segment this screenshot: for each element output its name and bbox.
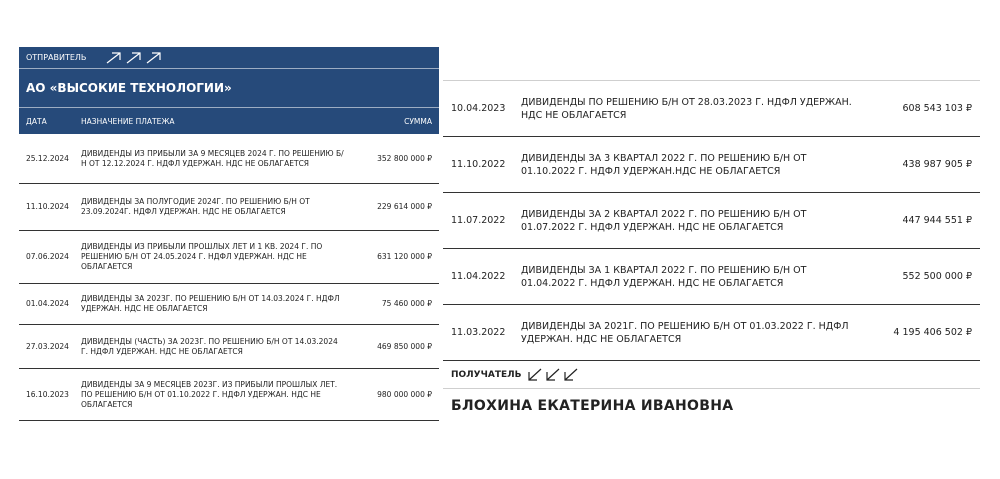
payment-purpose: ДИВИДЕНДЫ ИЗ ПРИБЫЛИ ПРОШЛЫХ ЛЕТ И 1 КВ. 2024 Г. ПО РЕШЕНИЮ Б/Н ОТ 24.05.2024 Г. НДФЛ УДЕРЖАН. НДС НЕ ОБЛАГАЕТСЯ <box>81 242 323 271</box>
payment-date: 11.07.2022 <box>451 215 506 226</box>
arrow-down-left-icon <box>563 368 578 381</box>
payment-date: 16.10.2023 <box>26 389 69 399</box>
recipient-arrows <box>527 368 578 381</box>
arrow-up-right-icon <box>126 52 142 64</box>
payment-row <box>443 137 980 193</box>
payment-purpose: ДИВИДЕНДЫ ЗА 2021Г. ПО РЕШЕНИЮ Б/Н ОТ 01.03.2022 Г. НДФЛ УДЕРЖАН. НДС НЕ ОБЛАГАЕТСЯ <box>521 320 849 345</box>
payment-date: 11.10.2022 <box>451 159 506 170</box>
payment-row <box>443 193 980 249</box>
column-amount: СУММА <box>404 116 432 126</box>
sender-label: ОТПРАВИТЕЛЬ <box>26 53 87 62</box>
payments-continued-panel <box>443 80 980 423</box>
payment-purpose: ДИВИДЕНДЫ ЗА 2 КВАРТАЛ 2022 Г. ПО РЕШЕНИЮ Б/Н ОТ 01.07.2022 Г. НДФЛ УДЕРЖАН. НДС НЕ ОБЛАГАЕТСЯ <box>521 208 807 233</box>
payment-amount: 631 120 000 ₽ <box>377 252 432 261</box>
recipient-name: БЛОХИНА ЕКАТЕРИНА ИВАНОВНА <box>451 398 734 414</box>
payment-row <box>19 134 439 184</box>
payment-row <box>19 231 439 284</box>
payment-amount: 469 850 000 ₽ <box>377 341 432 351</box>
sender-company: АО «ВЫСОКИЕ ТЕХНОЛОГИИ» <box>26 81 232 95</box>
payment-purpose: ДИВИДЕНДЫ ЗА 9 МЕСЯЦЕВ 2023Г. ИЗ ПРИБЫЛИ ПРОШЛЫХ ЛЕТ. ПО РЕШЕНИЮ Б/Н ОТ 01.10.2022 Г. НДФЛ УДЕРЖАН. НДС НЕ ОБЛАГАЕТСЯ <box>81 379 338 409</box>
arrow-up-right-icon <box>106 52 122 64</box>
payment-purpose: ДИВИДЕНДЫ ИЗ ПРИБЫЛИ ЗА 9 МЕСЯЦЕВ 2024 Г. ПО РЕШЕНИЮ Б/Н ОТ 12.12.2024 Г. НДФЛ УДЕРЖАН. НДС НЕ ОБЛАГАЕТСЯ <box>81 148 344 168</box>
payment-amount: 608 543 103 ₽ <box>902 103 972 114</box>
payment-purpose: ДИВИДЕНДЫ ЗА 3 КВАРТАЛ 2022 Г. ПО РЕШЕНИЮ Б/Н ОТ 01.10.2022 Г. НДФЛ УДЕРЖАН.НДС НЕ ОБЛАГАЕТСЯ <box>521 152 807 177</box>
payment-amount: 4 195 406 502 ₽ <box>893 327 972 338</box>
sender-label-row <box>19 47 439 68</box>
payment-row <box>443 81 980 137</box>
payment-row <box>19 284 439 325</box>
payment-row <box>19 184 439 231</box>
payment-amount: 552 500 000 ₽ <box>902 271 972 282</box>
sender-arrows <box>106 52 162 64</box>
column-date: ДАТА <box>26 116 47 126</box>
payment-amount: 352 800 000 ₽ <box>377 153 432 163</box>
payment-date: 07.06.2024 <box>26 252 69 261</box>
sender-panel <box>19 47 439 421</box>
payment-purpose: ДИВИДЕНДЫ (ЧАСТЬ) ЗА 2023Г. ПО РЕШЕНИЮ Б/Н ОТ 14.03.2024 Г. НДФЛ УДЕРЖАН. НДС НЕ ОБЛАГАЕТСЯ <box>81 336 338 356</box>
payment-date: 11.10.2024 <box>26 202 69 211</box>
payment-amount: 229 614 000 ₽ <box>377 202 432 211</box>
payment-amount: 980 000 000 ₽ <box>377 389 432 399</box>
payment-date: 10.04.2023 <box>451 103 506 114</box>
arrow-up-right-icon <box>146 52 162 64</box>
payment-purpose: ДИВИДЕНДЫ ЗА 2023Г. ПО РЕШЕНИЮ Б/Н ОТ 14.03.2024 Г. НДФЛ УДЕРЖАН. НДС НЕ ОБЛАГАЕТСЯ <box>81 294 340 313</box>
payment-row <box>443 305 980 361</box>
arrow-down-left-icon <box>545 368 560 381</box>
payment-date: 01.04.2024 <box>26 299 69 308</box>
payment-date: 11.04.2022 <box>451 271 506 282</box>
payment-row <box>19 325 439 369</box>
payment-row <box>443 249 980 305</box>
recipient-label: ПОЛУЧАТЕЛЬ <box>451 369 522 380</box>
payment-amount: 75 460 000 ₽ <box>381 299 432 308</box>
arrow-down-left-icon <box>527 368 542 381</box>
column-headers <box>19 108 439 134</box>
column-purpose: НАЗНАЧЕНИЕ ПЛАТЕЖА <box>81 116 175 126</box>
payment-purpose: ДИВИДЕНДЫ ПО РЕШЕНИЮ Б/Н ОТ 28.03.2023 Г. НДФЛ УДЕРЖАН. НДС НЕ ОБЛАГАЕТСЯ <box>521 96 852 121</box>
payment-date: 25.12.2024 <box>26 153 69 163</box>
payment-date: 11.03.2022 <box>451 327 506 338</box>
payment-purpose: ДИВИДЕНДЫ ЗА ПОЛУГОДИЕ 2024Г. ПО РЕШЕНИЮ Б/Н ОТ 23.09.2024Г. НДФЛ УДЕРЖАН. НДС НЕ ОБЛАГАЕТСЯ <box>81 197 310 216</box>
recipient-label-row <box>443 361 980 389</box>
sender-header <box>19 47 439 134</box>
payment-amount: 447 944 551 ₽ <box>902 215 972 226</box>
payment-row <box>19 369 439 421</box>
payment-amount: 438 987 905 ₽ <box>902 159 972 170</box>
payment-purpose: ДИВИДЕНДЫ ЗА 1 КВАРТАЛ 2022 Г. ПО РЕШЕНИЮ Б/Н ОТ 01.04.2022 Г. НДФЛ УДЕРЖАН. НДС НЕ ОБЛАГАЕТСЯ <box>521 264 807 289</box>
payment-date: 27.03.2024 <box>26 341 69 351</box>
